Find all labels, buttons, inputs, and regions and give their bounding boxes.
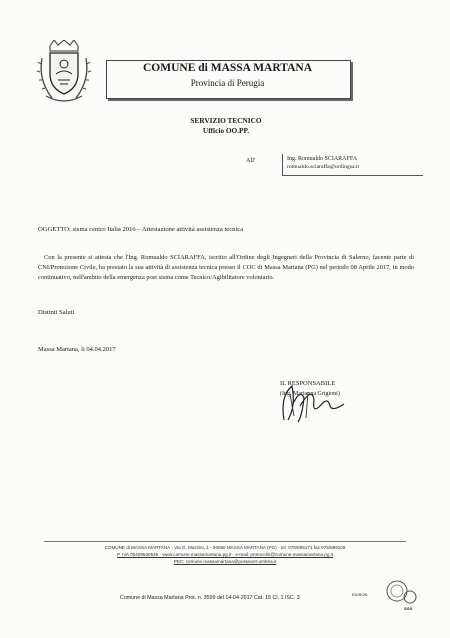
protocol-stamp: Comune di Massa Martana Prot. n. 3599 del 14-04-2017 Cat. 15 Cl. 1 ISC. 3 bbox=[120, 595, 300, 601]
service-name: SERVIZIO TECNICO bbox=[190, 116, 262, 125]
office-name: Ufficio OO.PP. bbox=[202, 125, 250, 135]
footer-divider bbox=[44, 541, 406, 542]
coat-of-arms-icon bbox=[36, 40, 92, 106]
closing: Distinti Saluti bbox=[38, 309, 75, 316]
date-line: Massa Martana, li 04.04.2017 bbox=[38, 346, 116, 353]
recipient-email: romualdo.sciaraffa@ordingsa.it bbox=[287, 164, 360, 170]
footer-pec: PEC: comune.massamartana@postacert.umbria.it bbox=[173, 559, 277, 564]
signatory-role: IL RESPONSABILE bbox=[280, 380, 336, 387]
subject-line: OGGETTO: sisma centro Italia 2016 – Attestazione attività assistenza tecnica bbox=[38, 226, 244, 233]
municipality-title: COMUNE di MASSA MARTANA bbox=[142, 62, 312, 74]
recipient-name: Ing. Romualdo SCIARAFFA bbox=[287, 156, 358, 162]
service-heading bbox=[166, 116, 286, 135]
body-paragraph: Con la presente si attesta che l'Ing. Romualdo SCIARAFFA, iscritto all'Ordine degli Ingegneri della Provincia di Salerno, facente parte di CNI/Protezione Civile, ha prestato la sua attività di assistenza tecnica presso il COC di Massa Martana (PG) nel periodo 08 Aprile 2017, in modo continuativo, nell'ambito della emergenza post sisma come Tecnico/Agibilitatore volontario. bbox=[38, 254, 414, 282]
signatory-name: (Ing. Marianna Grigioni) bbox=[280, 391, 340, 397]
footer-address: COMUNE di MASSA MARTANA - Via G. Mazzini, 1 - 06056 MASSA MARTANA (PG) - tel. 075/895171 fax 075/889109 bbox=[104, 545, 346, 550]
sgs-label: SGS bbox=[404, 606, 413, 611]
sgs-seal-icon bbox=[403, 590, 417, 604]
footer-contacts: P. IVA 00429530546 - www.comune.massamartana.pg.it - e-mail: protocollo@comune.massamartana.pg.it bbox=[117, 552, 333, 557]
recipient-prefix: All' bbox=[246, 157, 256, 164]
signature-icon bbox=[270, 376, 360, 426]
edison-mark: EDISON bbox=[352, 592, 368, 597]
province-subtitle: Provincia di Perugia bbox=[190, 78, 265, 88]
